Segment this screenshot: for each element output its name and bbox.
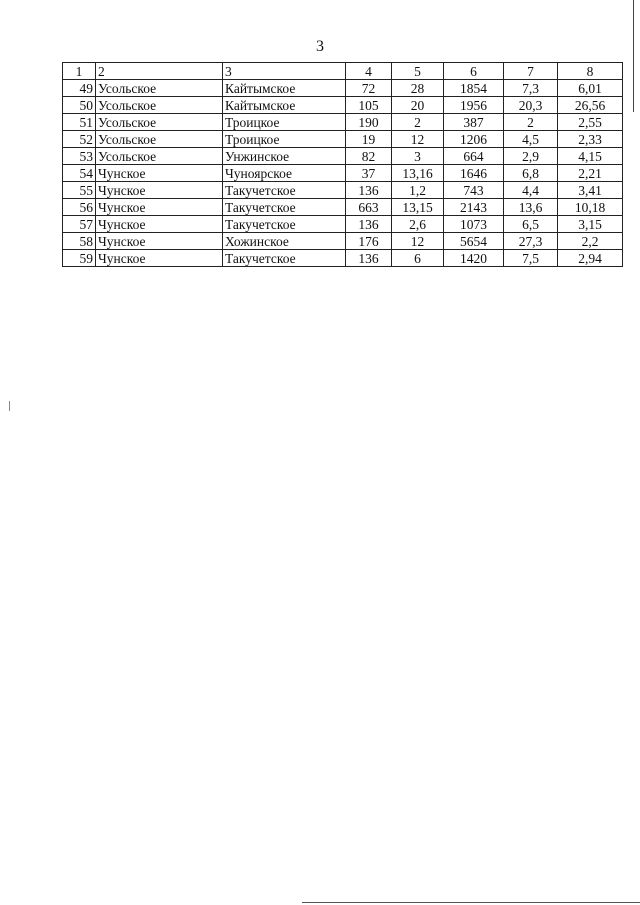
district-name-cell: Усольское: [96, 148, 223, 165]
row-number-cell: 50: [63, 97, 96, 114]
value-col-5-cell: 28: [392, 80, 444, 97]
column-header: 2: [96, 63, 223, 80]
value-col-7-cell: 2,9: [504, 148, 558, 165]
column-header: 5: [392, 63, 444, 80]
table-row: [63, 233, 623, 250]
forestry-name-cell: Такучетское: [223, 182, 346, 199]
district-name-cell: Усольское: [96, 97, 223, 114]
value-col-6-cell: 387: [444, 114, 504, 131]
table-row: [63, 80, 623, 97]
district-name-cell: Усольское: [96, 80, 223, 97]
column-header: 4: [346, 63, 392, 80]
table-row: [63, 165, 623, 182]
value-col-8-cell: 2,2: [558, 233, 623, 250]
value-col-4-cell: 136: [346, 250, 392, 267]
value-col-5-cell: 6: [392, 250, 444, 267]
value-col-4-cell: 82: [346, 148, 392, 165]
value-col-6-cell: 1854: [444, 80, 504, 97]
row-number-cell: 57: [63, 216, 96, 233]
value-col-6-cell: 1420: [444, 250, 504, 267]
value-col-4-cell: 19: [346, 131, 392, 148]
table-row: [63, 216, 623, 233]
forestry-name-cell: Кайтымское: [223, 80, 346, 97]
forestry-name-cell: Кайтымское: [223, 97, 346, 114]
row-number-cell: 59: [63, 250, 96, 267]
value-col-7-cell: 6,5: [504, 216, 558, 233]
table-body: [63, 80, 623, 267]
district-name-cell: Чунское: [96, 165, 223, 182]
value-col-4-cell: 190: [346, 114, 392, 131]
data-table: [62, 62, 623, 267]
forestry-name-cell: Такучетское: [223, 216, 346, 233]
forestry-name-cell: Троицкое: [223, 114, 346, 131]
column-header: 3: [223, 63, 346, 80]
row-number-cell: 51: [63, 114, 96, 131]
value-col-5-cell: 1,2: [392, 182, 444, 199]
value-col-6-cell: 1206: [444, 131, 504, 148]
district-name-cell: Чунское: [96, 182, 223, 199]
value-col-4-cell: 72: [346, 80, 392, 97]
row-number-cell: 58: [63, 233, 96, 250]
value-col-5-cell: 3: [392, 148, 444, 165]
row-number-cell: 56: [63, 199, 96, 216]
table-row: [63, 114, 623, 131]
value-col-8-cell: 6,01: [558, 80, 623, 97]
column-header: 7: [504, 63, 558, 80]
table-header-row: [63, 63, 623, 80]
value-col-7-cell: 7,5: [504, 250, 558, 267]
forestry-name-cell: Такучетское: [223, 199, 346, 216]
value-col-4-cell: 136: [346, 182, 392, 199]
value-col-6-cell: 1646: [444, 165, 504, 182]
value-col-8-cell: 2,55: [558, 114, 623, 131]
value-col-6-cell: 2143: [444, 199, 504, 216]
forestry-name-cell: Такучетское: [223, 250, 346, 267]
value-col-4-cell: 176: [346, 233, 392, 250]
district-name-cell: Чунское: [96, 250, 223, 267]
column-header: 1: [63, 63, 96, 80]
value-col-7-cell: 6,8: [504, 165, 558, 182]
column-header: 6: [444, 63, 504, 80]
value-col-6-cell: 743: [444, 182, 504, 199]
value-col-6-cell: 5654: [444, 233, 504, 250]
value-col-6-cell: 1956: [444, 97, 504, 114]
value-col-7-cell: 4,5: [504, 131, 558, 148]
forestry-name-cell: Унжинское: [223, 148, 346, 165]
value-col-7-cell: 4,4: [504, 182, 558, 199]
value-col-4-cell: 136: [346, 216, 392, 233]
value-col-5-cell: 13,16: [392, 165, 444, 182]
value-col-6-cell: 664: [444, 148, 504, 165]
value-col-8-cell: 26,56: [558, 97, 623, 114]
forestry-name-cell: Чуноярское: [223, 165, 346, 182]
value-col-5-cell: 13,15: [392, 199, 444, 216]
value-col-5-cell: 2: [392, 114, 444, 131]
value-col-5-cell: 12: [392, 131, 444, 148]
value-col-4-cell: 663: [346, 199, 392, 216]
row-number-cell: 54: [63, 165, 96, 182]
row-number-cell: 49: [63, 80, 96, 97]
value-col-7-cell: 20,3: [504, 97, 558, 114]
district-name-cell: Чунское: [96, 199, 223, 216]
table-row: [63, 97, 623, 114]
value-col-8-cell: 2,94: [558, 250, 623, 267]
value-col-6-cell: 1073: [444, 216, 504, 233]
value-col-8-cell: 2,33: [558, 131, 623, 148]
value-col-7-cell: 7,3: [504, 80, 558, 97]
table-row: [63, 148, 623, 165]
table-row: [63, 131, 623, 148]
column-header: 8: [558, 63, 623, 80]
value-col-7-cell: 2: [504, 114, 558, 131]
value-col-7-cell: 13,6: [504, 199, 558, 216]
value-col-4-cell: 37: [346, 165, 392, 182]
scan-mark: [9, 401, 10, 411]
row-number-cell: 53: [63, 148, 96, 165]
district-name-cell: Усольское: [96, 131, 223, 148]
table-row: [63, 199, 623, 216]
value-col-5-cell: 2,6: [392, 216, 444, 233]
forestry-name-cell: Троицкое: [223, 131, 346, 148]
page-number: 3: [316, 38, 324, 55]
value-col-8-cell: 3,15: [558, 216, 623, 233]
district-name-cell: Усольское: [96, 114, 223, 131]
footer-rule: [302, 902, 640, 903]
value-col-8-cell: 10,18: [558, 199, 623, 216]
value-col-4-cell: 105: [346, 97, 392, 114]
scan-edge-line: [633, 0, 634, 112]
table-row: [63, 182, 623, 199]
value-col-5-cell: 12: [392, 233, 444, 250]
forestry-name-cell: Хожинское: [223, 233, 346, 250]
value-col-8-cell: 2,21: [558, 165, 623, 182]
district-name-cell: Чунское: [96, 233, 223, 250]
value-col-5-cell: 20: [392, 97, 444, 114]
value-col-8-cell: 3,41: [558, 182, 623, 199]
row-number-cell: 55: [63, 182, 96, 199]
district-name-cell: Чунское: [96, 216, 223, 233]
value-col-7-cell: 27,3: [504, 233, 558, 250]
row-number-cell: 52: [63, 131, 96, 148]
table-row: [63, 250, 623, 267]
value-col-8-cell: 4,15: [558, 148, 623, 165]
